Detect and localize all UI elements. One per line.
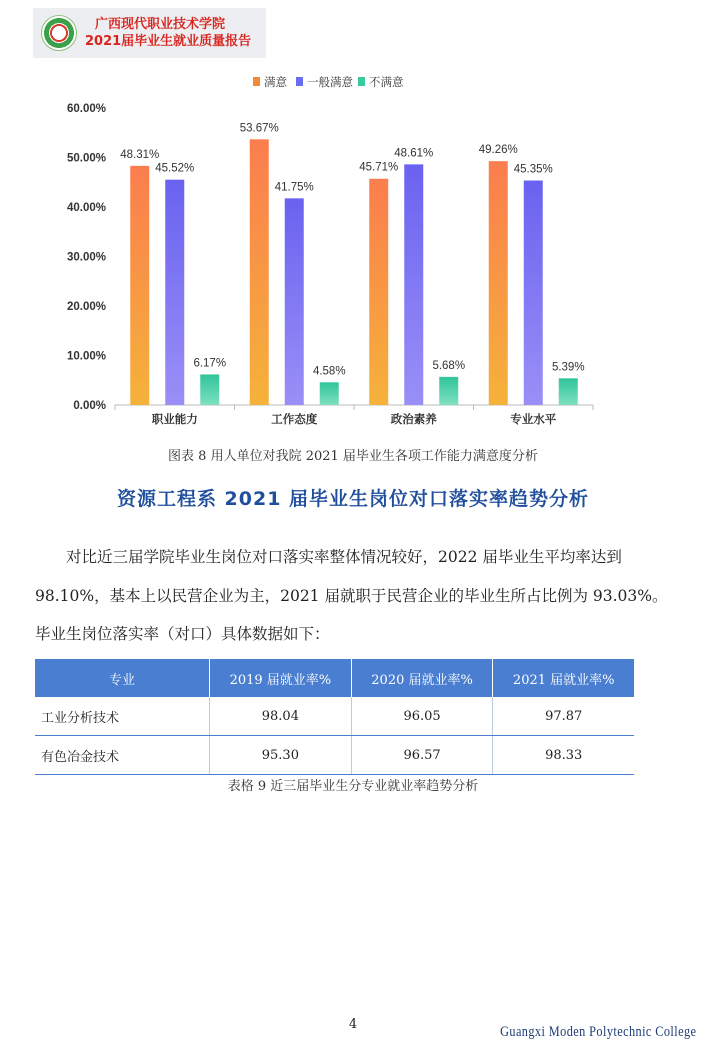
data-label: 45.35% — [513, 163, 553, 176]
bar-不满意 — [439, 377, 458, 405]
data-label: 48.61% — [394, 147, 434, 160]
header-report-title: 2021届毕业生就业质量报告 — [85, 34, 252, 49]
data-label: 53.67% — [239, 122, 279, 135]
college-logo-icon — [41, 15, 77, 51]
legend-swatch — [296, 77, 303, 86]
legend-label: 不满意 — [369, 75, 404, 89]
y-tick-label: 20.00% — [66, 301, 106, 313]
bar-不满意 — [559, 378, 578, 405]
legend-label: 一般满意 — [307, 75, 353, 89]
y-tick-label: 0.00% — [73, 400, 106, 412]
x-tick-label: 专业水平 — [510, 412, 557, 426]
body-paragraph — [35, 538, 671, 654]
bar-满意 — [369, 179, 388, 405]
table-header-2021: 2021 届就业率% — [493, 659, 634, 697]
bar-满意 — [130, 166, 149, 405]
legend-label: 满意 — [264, 75, 287, 89]
bar-一般满意 — [285, 198, 304, 405]
legend-swatch — [358, 77, 365, 86]
table-cell: 96.57 — [351, 736, 493, 775]
table-cell: 97.87 — [493, 697, 634, 736]
table-header-row — [35, 659, 634, 697]
table-header-major: 专业 — [35, 659, 210, 697]
bar-一般满意 — [165, 180, 184, 405]
bar-不满意 — [320, 382, 339, 405]
bar-满意 — [250, 139, 269, 405]
table-header-2019: 2019 届就业率% — [210, 659, 352, 697]
y-tick-label: 50.00% — [66, 152, 106, 165]
page-number: 4 — [348, 1017, 358, 1032]
table-cell: 98.04 — [210, 697, 352, 736]
data-label: 49.26% — [478, 144, 518, 157]
footer-college-english-name: Guangxi Moden Polytechnic College — [499, 1024, 696, 1040]
data-label: 41.75% — [274, 181, 314, 194]
bar-不满意 — [200, 374, 219, 405]
table-caption: 表格 9 近三届毕业生分专业就业率趋势分析 — [227, 779, 479, 794]
data-label: 48.31% — [120, 148, 160, 161]
table-cell: 96.05 — [351, 697, 493, 736]
data-label: 45.52% — [155, 162, 195, 175]
legend-swatch — [253, 77, 260, 86]
y-tick-label: 30.00% — [66, 251, 106, 264]
y-tick-label: 10.00% — [66, 350, 106, 363]
report-header — [33, 8, 266, 58]
table-cell: 95.30 — [210, 736, 352, 775]
x-tick-label: 职业能力 — [151, 412, 198, 426]
x-tick-label: 工作态度 — [271, 412, 318, 426]
figure-caption: 图表 8 用人单位对我院 2021 届毕业生各项工作能力满意度分析 — [168, 449, 538, 464]
data-label: 45.71% — [359, 161, 399, 174]
bar-一般满意 — [404, 164, 423, 405]
paragraph-text: 对比近三届学院毕业生岗位对口落实率整体情况较好，2022 届毕业生平均率达到 98.10%，基本上以民营企业为主，2021 届就职于民营企业的毕业生所占比例为 93.03%。毕业生岗位落实率（对口）具体数据如下： — [35, 548, 668, 643]
data-label: 5.68% — [432, 359, 466, 372]
x-tick-label: 政治素养 — [390, 412, 437, 426]
y-tick-label: 60.00% — [66, 103, 106, 115]
table-cell: 工业分析技术 — [35, 697, 210, 736]
header-college-name: 广西现代职业技术学院 — [95, 17, 226, 32]
table-row — [35, 697, 634, 736]
data-label: 5.39% — [551, 361, 585, 374]
table-cell: 有色冶金技术 — [35, 736, 210, 775]
satisfaction-bar-chart — [0, 65, 706, 440]
table-row — [35, 736, 634, 775]
table-cell: 98.33 — [493, 736, 634, 775]
bar-满意 — [489, 161, 508, 405]
bar-一般满意 — [524, 181, 543, 405]
table-header-2020: 2020 届就业率% — [351, 659, 493, 697]
section-title: 资源工程系 2021 届毕业生岗位对口落实率趋势分析 — [116, 488, 590, 510]
employment-rate-table — [35, 659, 634, 775]
data-label: 4.58% — [312, 365, 346, 378]
data-label: 6.17% — [193, 357, 227, 370]
y-tick-label: 40.00% — [66, 202, 106, 214]
